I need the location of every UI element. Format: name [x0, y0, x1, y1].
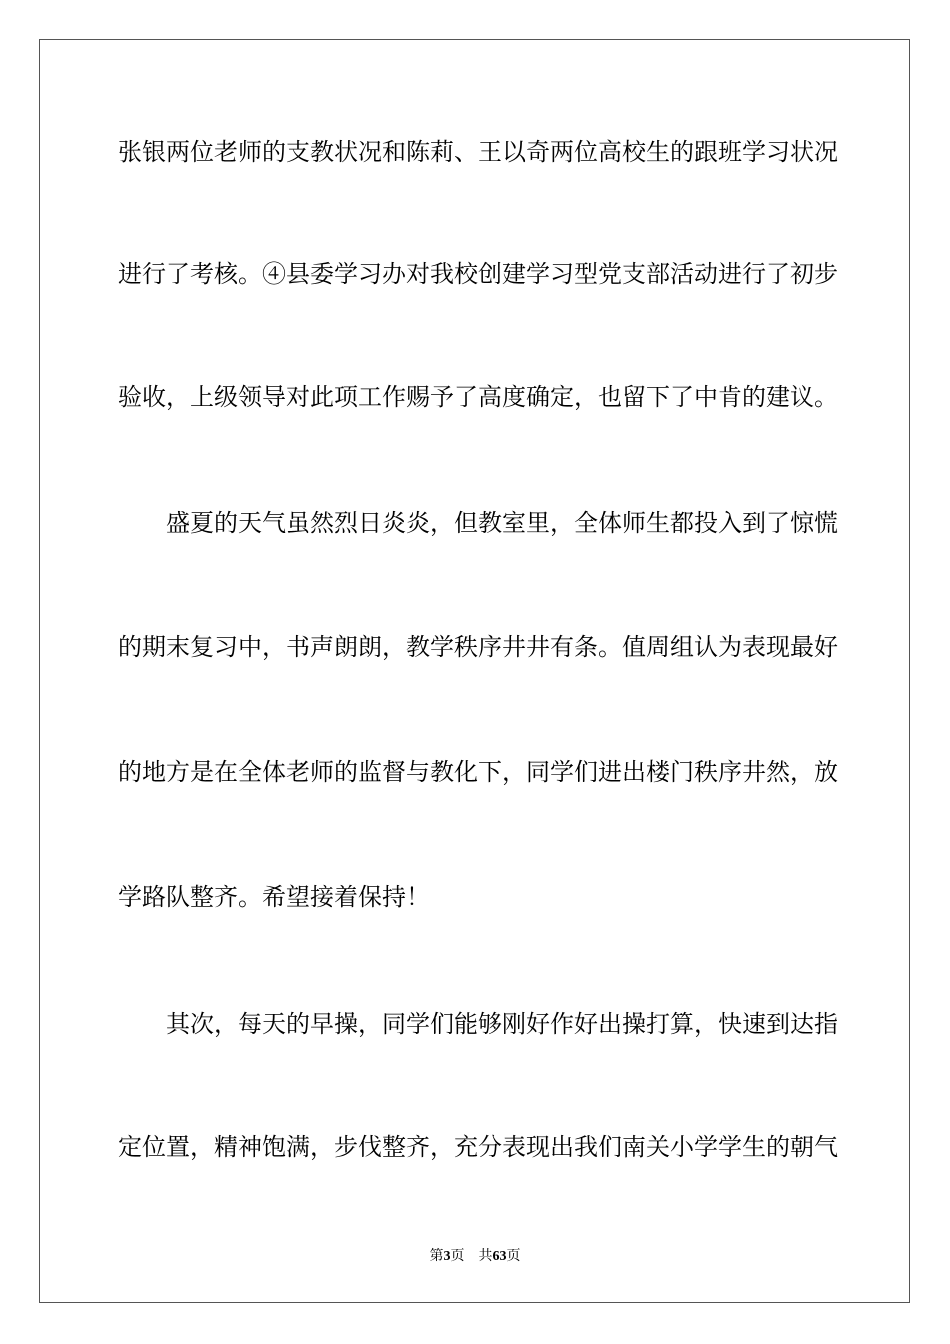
total-suffix: 页	[506, 1248, 521, 1264]
body-text-line: 验收，上级领导对此项工作赐予了高度确定，也留下了中肯的建议。	[118, 383, 838, 411]
page-number: 3	[443, 1249, 451, 1264]
body-text-line: 张银两位老师的支教状况和陈莉、王以奇两位高校生的跟班学习状况	[118, 138, 838, 166]
total-prefix: 共	[478, 1248, 493, 1264]
page-border	[39, 39, 910, 1303]
page-prefix: 第	[429, 1248, 444, 1264]
page-footer	[0, 1247, 950, 1266]
paragraph-last-line: 学路队整齐。希望接着保持！	[118, 883, 430, 911]
body-text-line: 的地方是在全体老师的监督与教化下，同学们进出楼门秩序井然，放	[118, 758, 838, 786]
body-text-line: 定位置，精神饱满，步伐整齐，充分表现出我们南关小学学生的朝气	[118, 1133, 838, 1161]
body-text-line: 进行了考核。④县委学习办对我校创建学习型党支部活动进行了初步	[118, 260, 838, 288]
paragraph-first-line: 盛夏的天气虽然烈日炎炎，但教室里，全体师生都投入到了惊慌	[166, 509, 838, 537]
total-pages: 63	[492, 1249, 507, 1264]
body-text-line: 的期末复习中，书声朗朗，教学秩序井井有条。值周组认为表现最好	[118, 633, 838, 661]
page-suffix: 页	[450, 1248, 465, 1264]
paragraph-first-line: 其次，每天的早操，同学们能够刚好作好出操打算，快速到达指	[166, 1010, 838, 1038]
